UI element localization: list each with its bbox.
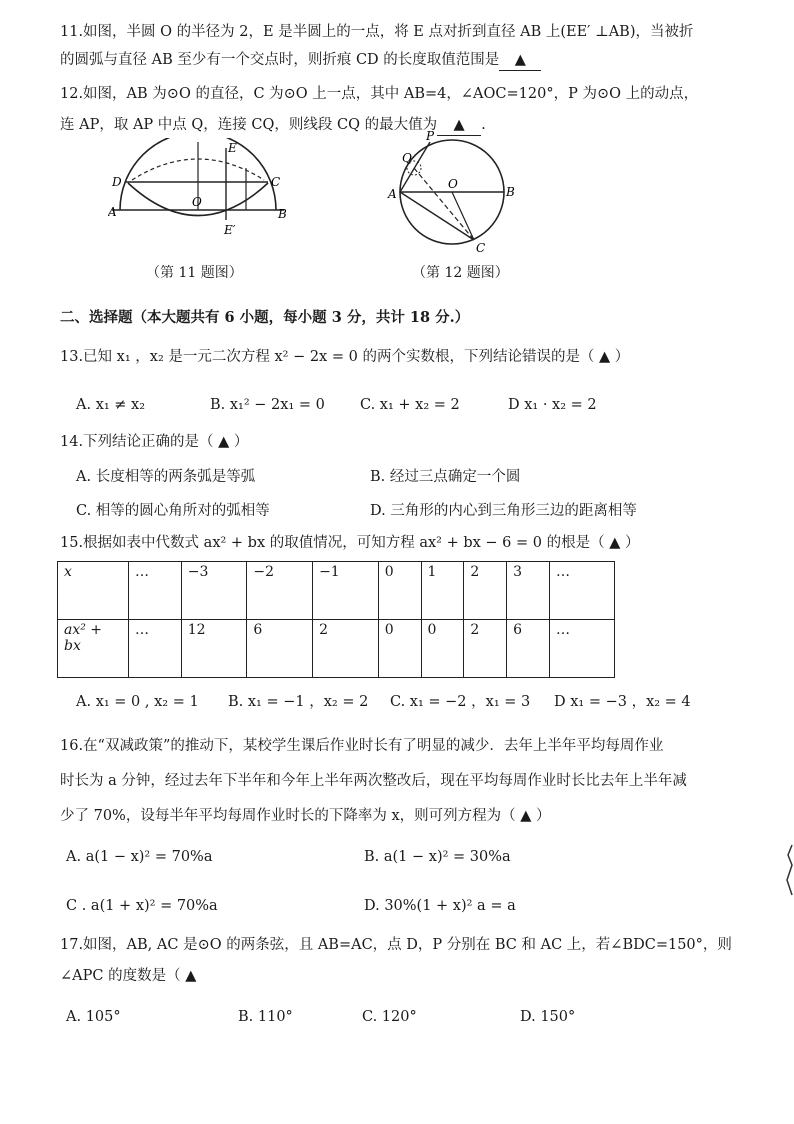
q11-answer-blank [499, 50, 541, 71]
fig12-caption: （第 12 题图） [412, 265, 509, 281]
table-cell: 6 [247, 620, 313, 678]
fig11-label-c: C [271, 175, 281, 189]
q13-option-d: D x₁ · x₂ = 2 [508, 397, 597, 413]
q11-line1: 11.如图，半圆 O 的半径为 2，E 是半圆上的一点，将 E 点对折到直径 AB 上(EE′ ⊥AB)，当被折 [60, 24, 694, 40]
fig11-label-o: O [192, 195, 202, 209]
q17-option-b: B. 110° [238, 1009, 293, 1025]
table-cell: ax² + bx [58, 620, 129, 678]
q14-option-c: C. 相等的圆心角所对的弧相等 [76, 503, 270, 519]
q16-line2: 时长为 a 分钟，经过去年下半年和今年上半年两次整改后，现在平均每周作业时长比去年上半年减 [60, 773, 687, 789]
table-cell: 2 [464, 620, 507, 678]
q16-line1: 16.在“双减政策”的推动下，某校学生课后作业时长有了明显的减少．去年上半年平均每周作业 [60, 738, 664, 754]
fig12-segment-ap [400, 142, 430, 192]
table-cell: … [129, 620, 182, 678]
q14-option-d: D. 三角形的内心到三角形三边的距离相等 [370, 503, 637, 519]
q14-option-a: A. 长度相等的两条弧是等弧 [76, 469, 256, 485]
q11-answer-mark: ▲ [514, 52, 526, 68]
q13-option-c: C. x₁ + x₂ = 2 [360, 397, 460, 413]
q15-row-value [58, 620, 615, 678]
table-cell: −3 [181, 562, 247, 620]
q17-option-d: D. 150° [520, 1009, 576, 1025]
q14-option-b: B. 经过三点确定一个圆 [370, 469, 521, 485]
q12-line1: 12.如图，AB 为⊙O 的直径，C 为⊙O 上一点，其中 AB=4，∠AOC=120°，P 为⊙O 上的动点， [60, 86, 699, 102]
q15-option-b: B. x₁ = −1 ，x₂ = 2 [228, 694, 369, 710]
table-cell: 6 [507, 620, 550, 678]
q16-option-b: B. a(1 − x)² = 30%a [364, 849, 511, 865]
table-cell: −2 [247, 562, 313, 620]
table-cell: … [550, 620, 615, 678]
q14-stem: 14.下列结论正确的是（ ▲ ） [60, 434, 249, 450]
q12-line2-text: 连 AP，取 AP 中点 Q，连接 CQ，则线段 CQ 的最大值为 [60, 117, 438, 133]
section-2-heading: 二、选择题（本大题共有 6 小题，每小题 3 分，共计 18 分.） [60, 309, 470, 326]
q15-row-x [58, 562, 615, 620]
q17-line1: 17.如图，AB, AC 是⊙O 的两条弦，且 AB=AC，点 D，P 分别在 BC 和 AC 上，若∠BDC=150°，则 [60, 937, 732, 953]
table-cell: … [550, 562, 615, 620]
scan-artifact [786, 840, 794, 900]
q15-option-c: C. x₁ = −2 ，x₁ = 3 [390, 694, 531, 710]
fig12-segment-cq [414, 168, 474, 240]
table-cell: 2 [464, 562, 507, 620]
fig12-label-a: A [388, 187, 397, 201]
q17-option-c: C. 120° [362, 1009, 417, 1025]
table-cell: 0 [421, 620, 464, 678]
q13-stem: 13.已知 x₁ ，x₂ 是一元二次方程 x² − 2x = 0 的两个实数根，下列结论错误的是（ ▲ ） [60, 349, 630, 365]
table-cell: 0 [378, 620, 421, 678]
table-cell: x [58, 562, 129, 620]
q16-option-d: D. 30%(1 + x)² a = a [364, 898, 516, 914]
figure-12 [382, 128, 522, 258]
q12-line2: 连 AP，取 AP 中点 Q，连接 CQ，则线段 CQ 的最大值为 ▲ . [60, 115, 486, 136]
q15-value-table [57, 561, 615, 678]
fig12-label-q: Q [402, 151, 412, 165]
figure-11 [108, 138, 288, 238]
q15-option-a: A. x₁ = 0 , x₂ = 1 [76, 694, 199, 710]
fig11-caption: （第 11 题图） [146, 265, 243, 281]
q11-line2-text: 的圆弧与直径 AB 至少有一个交点时，则折痕 CD 的长度取值范围是 [60, 52, 500, 68]
q17-option-a: A. 105° [66, 1009, 121, 1025]
fig11-label-b: B [278, 207, 287, 221]
table-cell: 1 [421, 562, 464, 620]
q16-option-c: C . a(1 + x)² = 70%a [66, 898, 218, 914]
q13-option-a: A. x₁ ≠ x₂ [76, 397, 146, 413]
fig12-label-p: P [426, 129, 435, 143]
fig12-label-c: C [476, 241, 486, 255]
q12-answer-mark: ▲ [453, 117, 465, 133]
q16-line3: 少了 70%，设每半年平均每周作业时长的下降率为 x，则可列方程为（ ▲ ） [60, 808, 551, 824]
q13-option-b: B. x₁² − 2x₁ = 0 [210, 397, 325, 413]
table-cell: 0 [378, 562, 421, 620]
fig12-label-o: O [448, 177, 458, 191]
table-cell: 2 [313, 620, 379, 678]
fig11-label-e-prime: E′ [224, 223, 236, 237]
table-cell: … [129, 562, 182, 620]
table-cell: 12 [181, 620, 247, 678]
fig11-label-a: A [108, 205, 117, 219]
table-cell: 3 [507, 562, 550, 620]
q15-stem: 15.根据如表中代数式 ax² + bx 的取值情况，可知方程 ax² + bx − 6 = 0 的根是（ ▲ ） [60, 535, 640, 551]
fig12-label-b: B [506, 185, 515, 199]
q15-option-d: D x₁ = −3 ，x₂ = 4 [554, 694, 691, 710]
table-cell: −1 [313, 562, 379, 620]
q16-option-a: A. a(1 − x)² = 70%a [66, 849, 213, 865]
fig11-label-e: E [228, 141, 237, 155]
fig11-label-d: D [112, 175, 122, 189]
q17-line2: ∠APC 的度数是（ ▲ [60, 968, 197, 984]
q11-line2 [60, 50, 541, 71]
